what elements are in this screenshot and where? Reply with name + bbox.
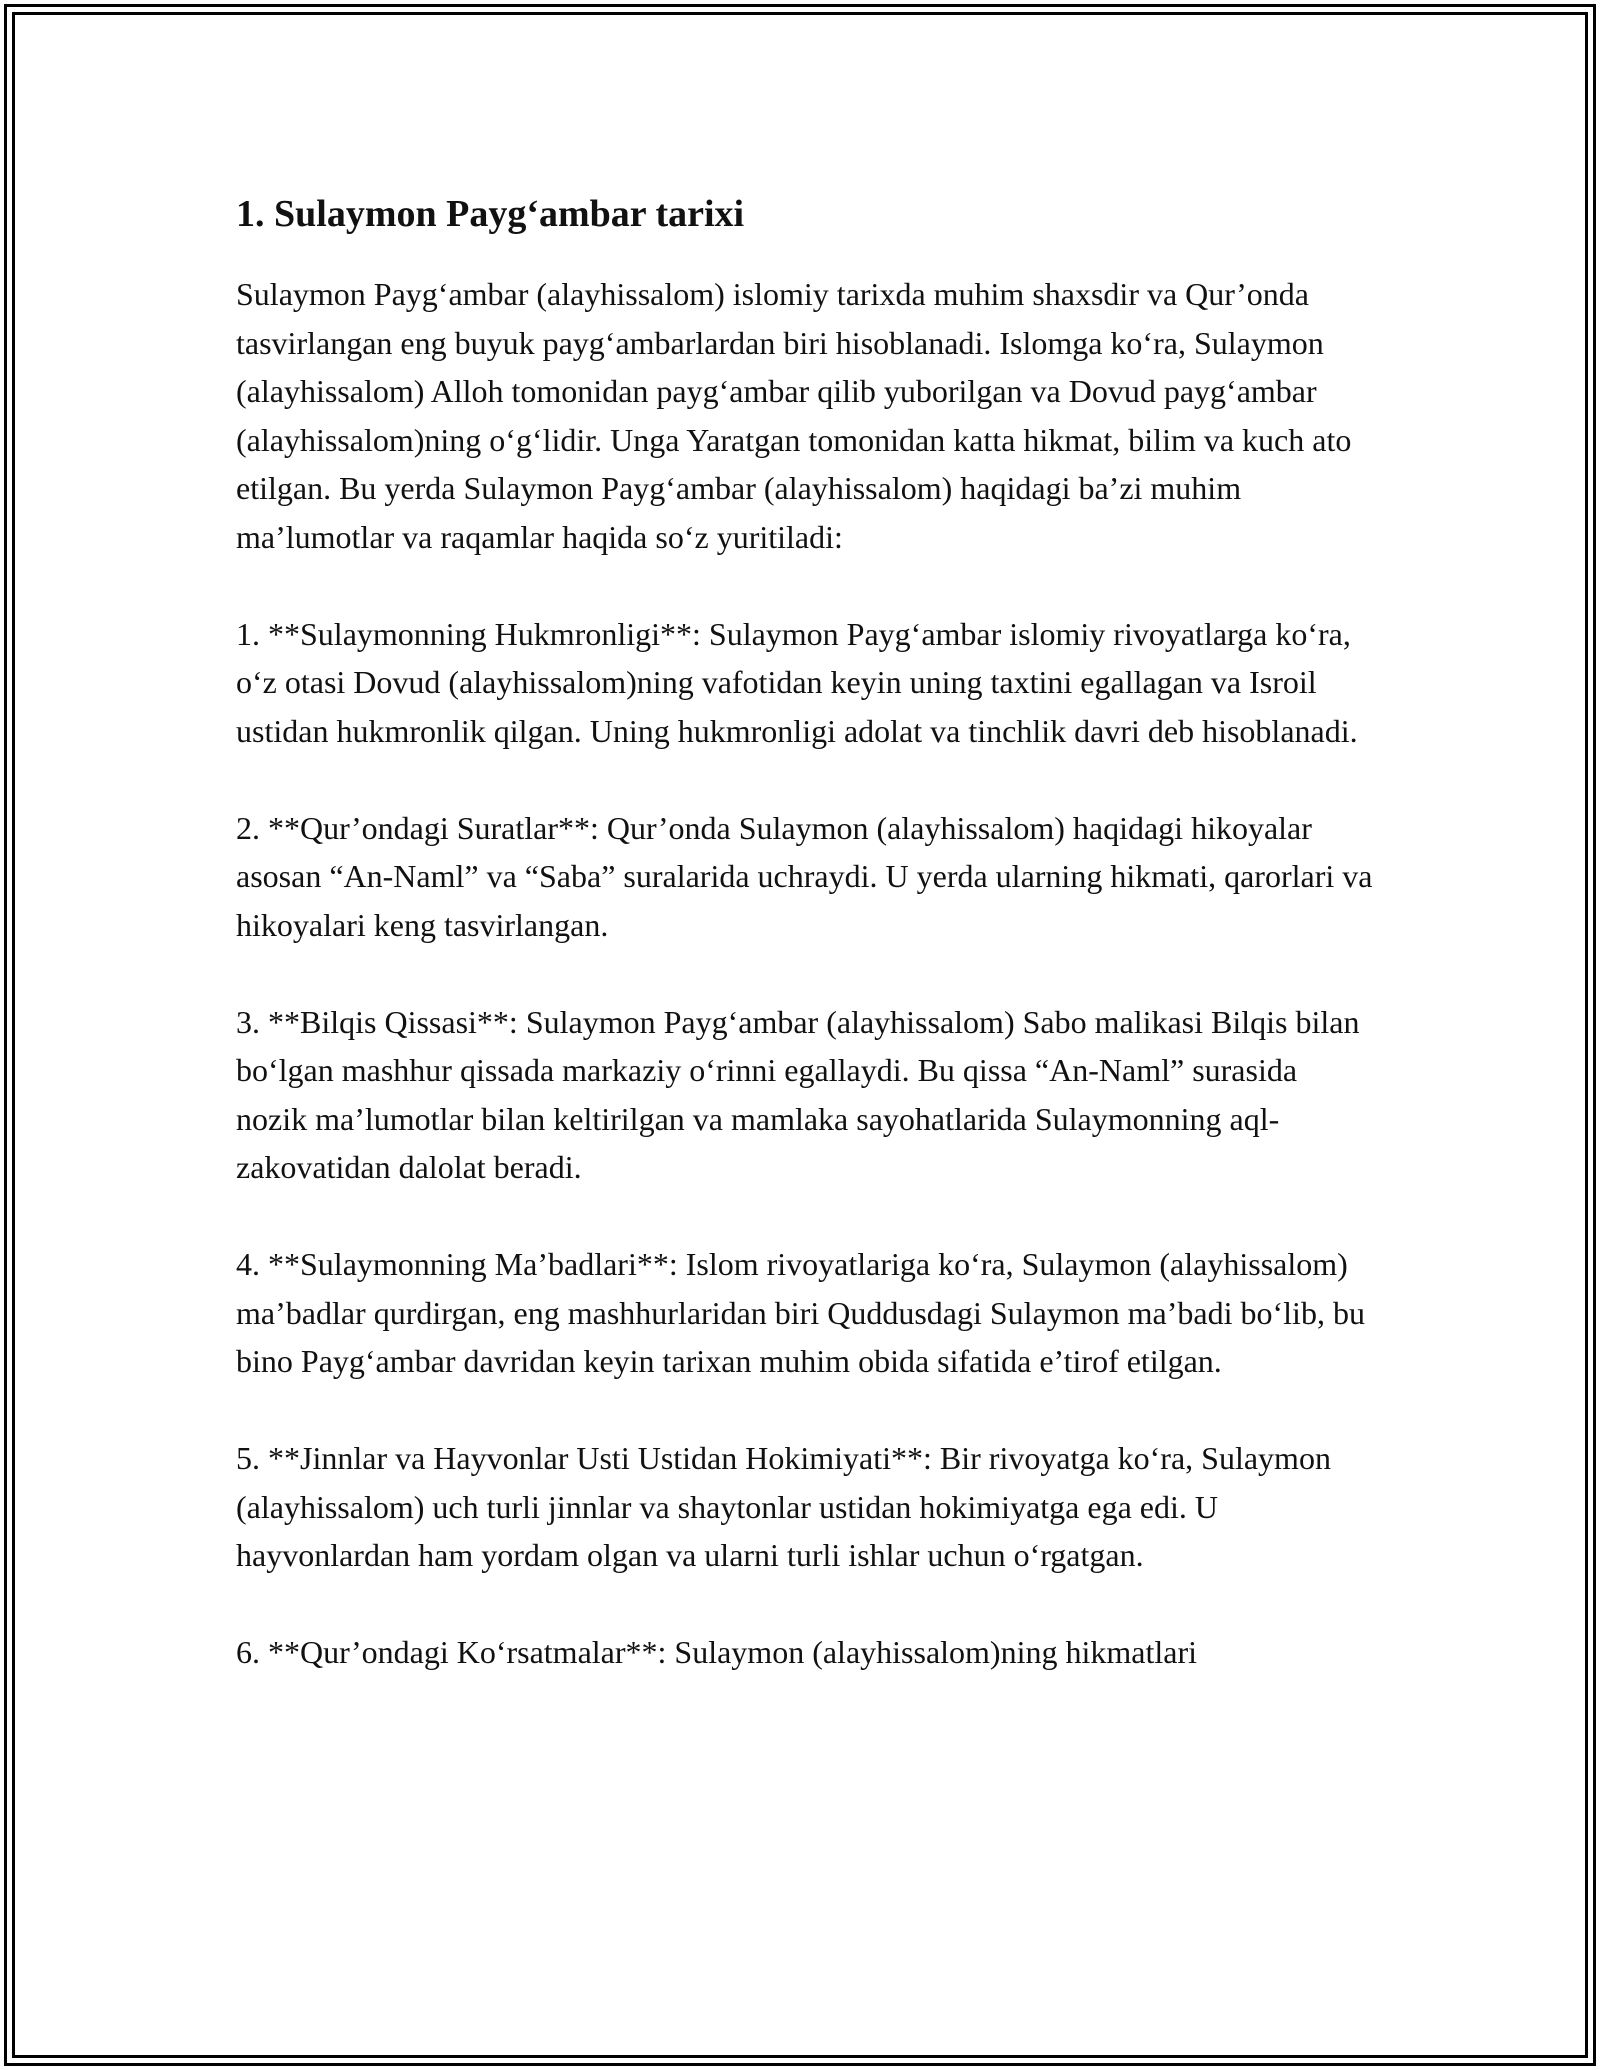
list-item-4: 4. **Sulaymonning Ma’badlari**: Islom rivoyatlariga ko‘ra, Sulaymon (alayhissalom) ma’badlar qurdirgan, eng mashhurlaridan biri Quddusdagi Sulaymon ma’badi bo‘lib, bu bino Payg‘ambar davridan keyin tarixan muhim obida sifatida e’tirof etilgan. <box>236 1246 1365 1379</box>
list-item-5: 5. **Jinnlar va Hayvonlar Usti Ustidan Hokimiyati**: Bir rivoyatga ko‘ra, Sulaymon (alayhissalom) uch turli jinnlar va shaytonlar ustidan hokimiyatga ega edi. U hayvonlardan ham yordam olgan va ularni turli ishlar uchun o‘rgatgan. <box>236 1440 1331 1573</box>
list-item-1: 1. **Sulaymonning Hukmronligi**: Sulaymon Payg‘ambar islomiy rivoyatlarga ko‘ra, o‘z otasi Dovud (alayhissalom)ning vafotidan keyin uning taxtini egallagan va Isroil ustidan hukmronlik qilgan. Uning hukmronligi adolat va tinchlik davri deb hisoblanadi. <box>236 615 1358 749</box>
intro-paragraph: Sulaymon Payg‘ambar (alayhissalom) islomiy tarixda muhim shaxsdir va Qur’onda tasvirlangan eng buyuk payg‘ambarlardan biri hisoblanadi. Islomga ko‘ra, Sulaymon (alayhissalom) Alloh tomonidan payg‘ambar qilib yuborilgan va Dovud payg‘ambar (alayhissalom)ning o‘g‘lidir. Unga Yaratgan tomonidan katta hikmat, bilim va kuch ato etilgan. Bu yerda Sulaymon Payg‘ambar (alayhissalom) haqidagi ba’zi muhim ma’lumotlar va raqamlar haqida so‘z yuritiladi: <box>236 276 1352 555</box>
list-item-3: 3. **Bilqis Qissasi**: Sulaymon Payg‘ambar (alayhissalom) Sabo malikasi Bilqis bilan bo‘lgan mashhur qissada markaziy o‘rinni egallaydi. Bu qissa “An-Naml” surasida nozik ma’lumotlar bilan keltirilgan va mamlaka sayohatlarida Sulaymonning aql-zakovatidan dalolat beradi. <box>236 1003 1360 1185</box>
document-title: 1. Sulaymon Payg‘ambar tarixi <box>236 193 745 235</box>
list-item-2: 2. **Qur’ondagi Suratlar**: Qur’onda Sulaymon (alayhissalom) haqidagi hikoyalar asosan “An-Naml” va “Saba” suralarida uchraydi. U yerda ularning hikmati, qarorlari va hikoyalari keng tasvirlangan. <box>236 809 1373 943</box>
list-item-6: 6. **Qur’ondagi Ko‘rsatmalar**: Sulaymon (alayhissalom)ning hikmatlari <box>236 1634 1197 1670</box>
document-body <box>236 186 1376 1725</box>
